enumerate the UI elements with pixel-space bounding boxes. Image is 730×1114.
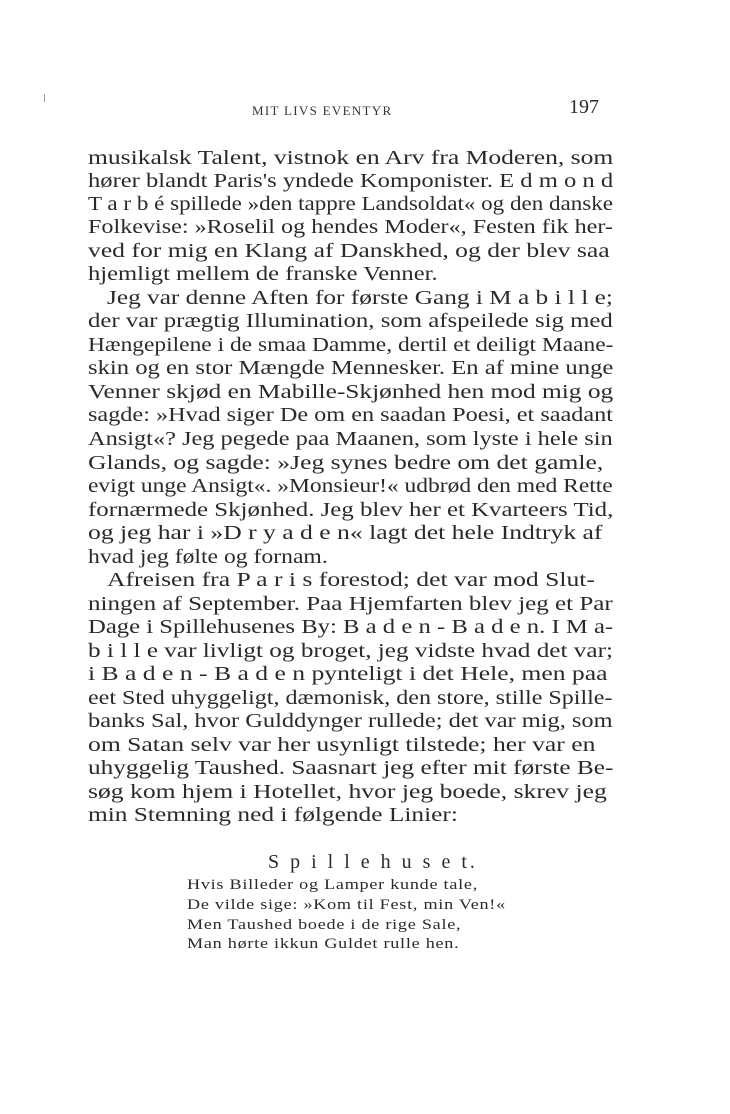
text-line: Hængepilene i de smaa Damme, dertil et deiligt Maane-: [88, 334, 614, 356]
text-line: Ansigt«? Jeg pegede paa Maanen, som lyste i hele sin: [88, 428, 613, 450]
text-line: der var prægtig Illumination, som afspeilede sig med: [88, 310, 613, 332]
page-number: 197: [569, 96, 599, 118]
text-line: banks Sal, hvor Gulddynger rullede; det var mig, som: [88, 710, 613, 732]
text-line: Folkevise: »Roselil og hendes Moder«, Festen fik her-: [88, 216, 613, 238]
poem-verse: Men Taushed boede i de rige Sale,: [187, 917, 462, 933]
text-line: hører blandt Paris's yndede Komponister. E d m o n d: [88, 170, 614, 192]
text-line: søg kom hjem i Hotellet, hvor jeg boede, skrev jeg: [88, 781, 607, 803]
text-line: min Stemning ned i følgende Linier:: [88, 804, 458, 826]
text-line: ved for mig en Klang af Danskhed, og der blev saa: [88, 240, 610, 262]
text-line: b i l l e var livligt og broget, jeg vidste hvad det var;: [88, 640, 613, 662]
text-line: hjemligt mellem de franske Venner.: [88, 263, 438, 285]
text-line: Dage i Spillehusenes By: B a d e n - B a d e n. I M a-: [88, 616, 614, 638]
text-line: i B a d e n - B a d e n pynteligt i det Hele, men paa: [88, 663, 608, 685]
text-line: uhyggelig Taushed. Saasnart jeg efter mit første Be-: [88, 757, 614, 779]
poem-verse: De vilde sige: »Kom til Fest, min Ven!«: [187, 897, 506, 913]
running-head: MIT LIVS EVENTYR: [252, 103, 393, 118]
text-line: fornærmede Skjønhed. Jeg blev her et Kvarteers Tid,: [88, 499, 614, 521]
poem-verse: Hvis Billeder og Lamper kunde tale,: [187, 877, 479, 893]
text-line: Glands, og sagde: »Jeg synes bedre om det gamle,: [88, 452, 604, 474]
text-line: T a r b é spillede »den tappre Landsoldat« og den danske: [88, 193, 613, 215]
text-line: ningen af September. Paa Hjemfarten blev jeg et Par: [88, 593, 613, 615]
text-line: eet Sted uhyggeligt, dæmonisk, den store, stille Spille-: [88, 687, 613, 709]
text-line: om Satan selv var her usynligt tilstede; her var en: [88, 734, 596, 756]
text-line: sagde: »Hvad siger De om en saadan Poesi, et saadant: [88, 404, 614, 426]
text-line: musikalsk Talent, vistnok en Arv fra Moderen, som: [88, 147, 614, 169]
text-line: Afreisen fra P a r i s forestod; det var mod Slut-: [107, 569, 595, 591]
text-line: Venner skjød en Mabille-Skjønhed hen mod mig og: [88, 381, 614, 403]
text-line: skin og en stor Mængde Mennesker. En af mine unge: [88, 357, 614, 379]
text-line: og jeg har i »D r y a d e n« lagt det hele Indtryk af: [88, 522, 603, 544]
text-line: evigt unge Ansigt«. »Monsieur!« udbrød den med Rette: [88, 475, 613, 497]
text-line: hvad jeg følte og fornam.: [88, 546, 328, 568]
text-line: Jeg var denne Aften for første Gang i M a b i l l e;: [107, 287, 613, 309]
poem-title: S p i l l e h u s e t.: [268, 851, 478, 873]
poem-verse: Man hørte ikkun Guldet rulle hen.: [187, 936, 460, 952]
